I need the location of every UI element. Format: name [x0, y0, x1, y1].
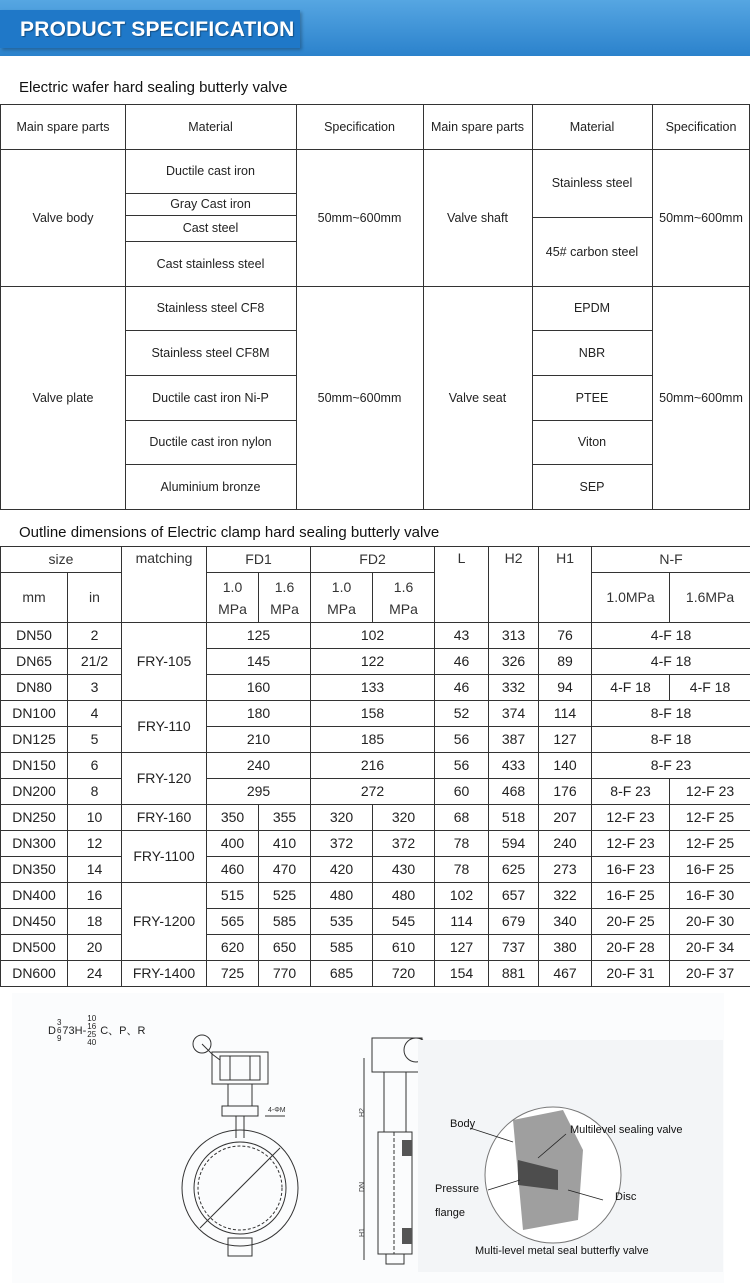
table-cell: 114	[539, 701, 592, 727]
table-cell: 12-F 25	[670, 831, 750, 857]
table-cell: 12-F 23	[592, 831, 670, 857]
table-cell: 24	[68, 961, 122, 987]
table-cell: 380	[539, 935, 592, 961]
table-cell: 410	[259, 831, 311, 857]
col-matching: matching	[122, 547, 207, 623]
table-cell: 216	[311, 753, 435, 779]
dim-h2-label: H2	[359, 1108, 366, 1117]
table-cell: DN250	[1, 805, 68, 831]
table-cell: 4	[68, 701, 122, 727]
table-cell: 737	[489, 935, 539, 961]
table-cell: DN80	[1, 675, 68, 701]
table-cell: 114	[435, 909, 489, 935]
spec-cell: 50mm~600mm	[317, 390, 402, 405]
table-cell: 14	[68, 857, 122, 883]
table-cell: 340	[539, 909, 592, 935]
header-material: Material	[188, 120, 233, 134]
table-cell: 320	[311, 805, 373, 831]
col-nf-10: 1.0MPa	[592, 573, 670, 623]
table-cell: 10	[68, 805, 122, 831]
table-cell: 20-F 28	[592, 935, 670, 961]
table-cell: 94	[539, 675, 592, 701]
model-code: D3 6 973H-10 16 25 40 C、P、R	[48, 1014, 146, 1047]
table-cell: 56	[435, 727, 489, 753]
table-cell: 420	[311, 857, 373, 883]
model-stack-2: 10 16 25 40	[87, 1014, 97, 1047]
table-cell: DN200	[1, 779, 68, 805]
model-stack-1: 3 6 9	[56, 1018, 62, 1043]
table-cell: 8-F 18	[592, 701, 750, 727]
label-pressure: Pressure	[435, 1183, 480, 1195]
col-nf: N-F	[592, 547, 750, 573]
table-row	[1, 805, 750, 831]
table-cell: 68	[435, 805, 489, 831]
spec-cell: 50mm~600mm	[659, 390, 743, 405]
dimensions-table	[0, 546, 750, 987]
material-cell: Stainless steel	[551, 176, 633, 190]
part-valve-seat: Valve seat	[448, 390, 507, 405]
table-cell: 725	[207, 961, 259, 987]
table-cell: FRY-1400	[122, 961, 207, 987]
table-cell: 387	[489, 727, 539, 753]
table-cell: 20-F 31	[592, 961, 670, 987]
table-cell: 480	[311, 883, 373, 909]
col-fd2: FD2	[311, 547, 435, 573]
table-cell: 60	[435, 779, 489, 805]
table-cell: 518	[489, 805, 539, 831]
material-cell: NBR	[578, 345, 606, 360]
header-main-spare-parts-2: Main spare parts	[430, 120, 525, 134]
col-fd1-10: 1.0 MPa	[207, 573, 259, 623]
table-cell: 102	[311, 623, 435, 649]
spec-cell: 50mm~600mm	[659, 210, 743, 225]
table-cell: 295	[207, 779, 311, 805]
table-cell: 154	[435, 961, 489, 987]
table-cell: FRY-110	[122, 701, 207, 753]
table-cell: 12-F 23	[670, 779, 750, 805]
inset-caption: Multi-level metal seal butterfly valve	[475, 1245, 649, 1257]
material-cell: Cast steel	[182, 221, 239, 235]
table-cell: 16-F 30	[670, 883, 750, 909]
table-cell: 21/2	[68, 649, 122, 675]
header-banner	[0, 0, 750, 56]
table-cell: 127	[539, 727, 592, 753]
table-cell: 20-F 25	[592, 909, 670, 935]
table-cell: 372	[311, 831, 373, 857]
table-cell: 685	[311, 961, 373, 987]
table-row	[1, 909, 750, 935]
material-cell: PTEE	[575, 390, 609, 405]
part-valve-plate: Valve plate	[32, 390, 94, 405]
table-cell: 400	[207, 831, 259, 857]
material-cell: Stainless steel CF8M	[151, 345, 270, 360]
table-cell: 52	[435, 701, 489, 727]
table-cell: 374	[489, 701, 539, 727]
table-row	[1, 935, 750, 961]
material-cell: Cast stainless steel	[156, 256, 265, 271]
header-material-2: Material	[569, 120, 615, 134]
table-cell: 16-F 25	[592, 883, 670, 909]
table-cell: FRY-1100	[122, 831, 207, 883]
table-cell: 12	[68, 831, 122, 857]
table-cell: 158	[311, 701, 435, 727]
table-cell: DN100	[1, 701, 68, 727]
material-cell: Aluminium bronze	[160, 479, 261, 494]
table-cell: 610	[373, 935, 435, 961]
table-cell: 4-F 18	[592, 675, 670, 701]
table-cell: 185	[311, 727, 435, 753]
col-size: size	[1, 547, 122, 573]
table-cell: 20-F 37	[670, 961, 750, 987]
material-cell: Ductile cast iron Ni-P	[152, 390, 269, 405]
table-row	[1, 649, 750, 675]
table-cell: 46	[435, 649, 489, 675]
table-cell: 12-F 25	[670, 805, 750, 831]
table-cell: 620	[207, 935, 259, 961]
table-cell: 78	[435, 857, 489, 883]
table-cell: 3	[68, 675, 122, 701]
table-cell: 6	[68, 753, 122, 779]
table-cell: 20-F 30	[670, 909, 750, 935]
table-cell: 433	[489, 753, 539, 779]
material-cell: Stainless steel CF8	[156, 301, 265, 315]
table-cell: 525	[259, 883, 311, 909]
table-cell: 160	[207, 675, 311, 701]
table-cell: 585	[259, 909, 311, 935]
table-cell: 2	[68, 623, 122, 649]
table-cell: 468	[489, 779, 539, 805]
table-cell: 4-F 18	[592, 649, 750, 675]
table-cell: 127	[435, 935, 489, 961]
table-cell: 89	[539, 649, 592, 675]
col-in: in	[68, 573, 122, 623]
table-cell: DN350	[1, 857, 68, 883]
table-cell: 4-F 18	[592, 623, 750, 649]
table-cell: 625	[489, 857, 539, 883]
table-cell: DN50	[1, 623, 68, 649]
table-cell: DN125	[1, 727, 68, 753]
material-cell: 45# carbon steel	[545, 244, 639, 259]
material-cell: Viton	[577, 435, 607, 449]
table-row	[1, 701, 750, 727]
table-cell: 176	[539, 779, 592, 805]
table-cell: 313	[489, 623, 539, 649]
table-cell: 480	[373, 883, 435, 909]
spec-cell: 50mm~600mm	[317, 210, 402, 225]
table-cell: DN150	[1, 753, 68, 779]
col-fd1-16: 1.6 MPa	[259, 573, 311, 623]
label-flange: flange	[435, 1207, 465, 1219]
col-h2: H2	[489, 547, 539, 623]
table-cell: 594	[489, 831, 539, 857]
table-cell: 545	[373, 909, 435, 935]
col-fd2-16: 1.6 MPa	[373, 573, 435, 623]
table-cell: 18	[68, 909, 122, 935]
table-cell: 76	[539, 623, 592, 649]
table-cell: 322	[539, 883, 592, 909]
table-cell: 326	[489, 649, 539, 675]
header-main-spare-parts: Main spare parts	[16, 120, 110, 134]
table-cell: 5	[68, 727, 122, 753]
table-cell: 56	[435, 753, 489, 779]
table-cell: 535	[311, 909, 373, 935]
table-cell: 565	[207, 909, 259, 935]
material-cell: EPDM	[573, 301, 611, 315]
table-cell: DN65	[1, 649, 68, 675]
table-cell: 140	[539, 753, 592, 779]
table-cell: DN300	[1, 831, 68, 857]
table-cell: DN400	[1, 883, 68, 909]
table-cell: 16	[68, 883, 122, 909]
table-cell: 20	[68, 935, 122, 961]
table-cell: 650	[259, 935, 311, 961]
table-cell: 20-F 34	[670, 935, 750, 961]
dim-table-title: Outline dimensions of Electric clamp hard sealing butterly valve	[19, 524, 440, 541]
header-specification-2: Specification	[665, 120, 737, 134]
table-row	[1, 623, 750, 649]
table-cell: FRY-160	[122, 805, 207, 831]
bolt-label: 4-ΦM	[268, 1107, 286, 1114]
valve-front-view	[160, 1030, 340, 1270]
dim-h1-label: H1	[359, 1228, 366, 1237]
material-cell: Ductile cast iron nylon	[149, 435, 272, 449]
col-h1: H1	[539, 547, 592, 623]
table-row	[1, 831, 750, 857]
part-valve-body: Valve body	[32, 210, 94, 225]
table-cell: 207	[539, 805, 592, 831]
seal-detail-inset	[418, 1040, 723, 1272]
header-specification: Specification	[324, 120, 395, 134]
table-cell: FRY-105	[122, 623, 207, 701]
table-row	[1, 779, 750, 805]
page-title: PRODUCT SPECIFICATION	[20, 18, 295, 41]
dim-dn-label: DN	[359, 1181, 366, 1192]
table-cell: 122	[311, 649, 435, 675]
table-row	[1, 727, 750, 753]
table-cell: DN500	[1, 935, 68, 961]
col-mm: mm	[1, 573, 68, 623]
table-cell: 460	[207, 857, 259, 883]
table-cell: 8-F 18	[592, 727, 750, 753]
col-fd1: FD1	[207, 547, 311, 573]
table-cell: 272	[311, 779, 435, 805]
material-cell: Ductile cast iron	[166, 164, 255, 178]
table-cell: 125	[207, 623, 311, 649]
table-cell: 881	[489, 961, 539, 987]
label-multilevel-sealing-valve: Multilevel sealing valve	[570, 1124, 683, 1136]
table-cell: 180	[207, 701, 311, 727]
table-cell: DN450	[1, 909, 68, 935]
col-fd2-10: 1.0 MPa	[311, 573, 373, 623]
table-row	[1, 675, 750, 701]
table-cell: 470	[259, 857, 311, 883]
table-cell: 16-F 25	[670, 857, 750, 883]
col-nf-16: 1.6MPa	[670, 573, 750, 623]
table-cell: 350	[207, 805, 259, 831]
table-row	[1, 753, 750, 779]
table-cell: 240	[207, 753, 311, 779]
material-cell: SEP	[579, 479, 605, 494]
table-cell: 8	[68, 779, 122, 805]
table-cell: 4-F 18	[670, 675, 750, 701]
table-cell: 78	[435, 831, 489, 857]
table-cell: 320	[373, 805, 435, 831]
table-cell: 145	[207, 649, 311, 675]
table-cell: 43	[435, 623, 489, 649]
col-l: L	[435, 547, 489, 623]
table-cell: 102	[435, 883, 489, 909]
table-row	[1, 961, 750, 987]
material-cell: Gray Cast iron	[170, 197, 251, 211]
table-cell: 8-F 23	[592, 779, 670, 805]
table-cell: 720	[373, 961, 435, 987]
table-cell: DN600	[1, 961, 68, 987]
table-cell: 240	[539, 831, 592, 857]
table-cell: 770	[259, 961, 311, 987]
table-cell: 46	[435, 675, 489, 701]
table-cell: 430	[373, 857, 435, 883]
label-body: Body	[450, 1118, 476, 1130]
table-cell: 133	[311, 675, 435, 701]
table-cell: 12-F 23	[592, 805, 670, 831]
table-cell: 679	[489, 909, 539, 935]
table-cell: 8-F 23	[592, 753, 750, 779]
part-valve-shaft: Valve shaft	[447, 210, 508, 225]
table-cell: FRY-120	[122, 753, 207, 805]
table-cell: 210	[207, 727, 311, 753]
table-cell: 16-F 23	[592, 857, 670, 883]
table-cell: 273	[539, 857, 592, 883]
table-cell: 355	[259, 805, 311, 831]
table-cell: 657	[489, 883, 539, 909]
table-cell: 467	[539, 961, 592, 987]
spec-table	[0, 104, 750, 510]
spec-table-title: Electric wafer hard sealing butterly valve	[19, 79, 288, 96]
label-disc: Disc	[615, 1191, 637, 1203]
table-row	[1, 883, 750, 909]
table-row	[1, 857, 750, 883]
table-cell: 332	[489, 675, 539, 701]
table-cell: 372	[373, 831, 435, 857]
table-cell: 515	[207, 883, 259, 909]
table-cell: 585	[311, 935, 373, 961]
table-cell: FRY-1200	[122, 883, 207, 961]
